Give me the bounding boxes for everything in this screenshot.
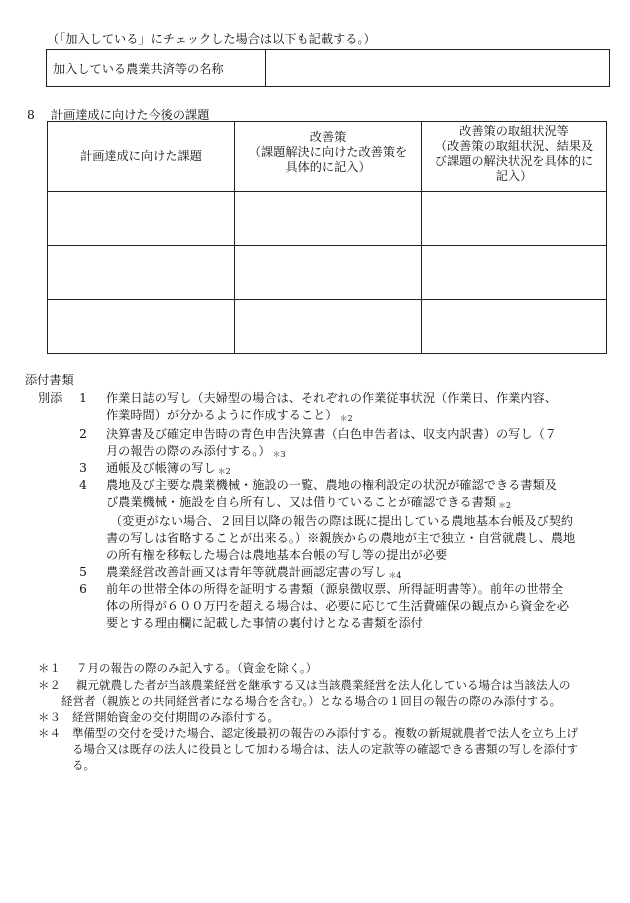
item-number: 4 <box>79 478 87 492</box>
issues-table <box>47 121 607 354</box>
footnote-mark: ＊３ <box>38 710 61 724</box>
item-line: 月の報告の際のみ添付する。） <box>106 444 271 458</box>
issue-cell[interactable] <box>48 246 235 300</box>
mutual-aid-label: 加入している農業共済等の名称 <box>47 50 266 87</box>
footnote-line: る場合又は既存の法人に役員として加わる場合は、法人の定款等の確認できる書類の写しを添付す <box>72 742 578 756</box>
item-number: 1 <box>79 391 87 405</box>
col-status-line: 改善策の取組状況等 <box>459 124 569 138</box>
item-number: 6 <box>79 582 87 596</box>
item-line-wrap <box>106 565 401 583</box>
item-extra-line: の所有権を移転した場合は農地基本台帳の写し等の提出が必要 <box>106 548 448 562</box>
item-mark: ＊2 <box>339 414 353 423</box>
status-cell[interactable] <box>422 300 607 354</box>
footnote-line: ７月の報告の際のみ記入する。（資金を除く。） <box>76 661 318 675</box>
measure-cell[interactable] <box>235 192 422 246</box>
col-measure-header <box>235 122 422 192</box>
item-line: 農業経営改善計画又は青年等就農計画認定書の写し <box>106 565 387 579</box>
item-line: 決算書及び確定申告時の青色申告決算書（白色申告者は、収支内訳書）の写し（７ <box>106 427 557 441</box>
item-number: 2 <box>79 427 87 441</box>
item-line: 作業時間）が分かるように作成すること） <box>106 408 338 422</box>
item-line: 体の所得が６００万円を超える場合は、必要に応じて生活費確保の観点から資金を必 <box>106 599 570 613</box>
footnote-mark: ＊１ <box>38 661 61 675</box>
item-line-wrap <box>106 461 231 479</box>
item-number: 3 <box>79 461 87 475</box>
footnote-line: 経営開始資金の交付期間のみ添付する。 <box>72 710 279 724</box>
item-line-wrap <box>106 444 286 462</box>
footnote-line: 親元就農した者が当該農業経営を継承する又は当該農業経営を法人化している場合は当該法人の <box>76 678 571 692</box>
item-mark: ＊2 <box>217 467 231 476</box>
item-number: 5 <box>79 565 87 579</box>
col-status-line: （改善策の取組状況、結果及 <box>434 139 594 153</box>
issue-cell[interactable] <box>48 192 235 246</box>
item-extra-line: 書の写しは省略することが出来る。）※親族からの農地が主で独立・自営就農し、農地 <box>106 531 576 545</box>
item-line: び農業機械・施設を自ら所有し、又は借りていることが確認できる書類 <box>106 495 496 509</box>
section8-number: 8 <box>27 108 35 122</box>
footnote-line: 経営者（親族との共同経営者になる場合を含む。）となる場合の１回目の報告の際のみ添付する。 <box>61 694 562 708</box>
col-measure-line: 改善策 <box>309 130 347 144</box>
footnote-line: る。 <box>72 758 95 772</box>
item-line: 通帳及び帳簿の写し <box>106 461 216 475</box>
item-line: 前年の世帯全体の所得を証明する書類（源泉徴収票、所得証明書等）。前年の世帯全 <box>106 582 564 596</box>
issue-cell[interactable] <box>48 300 235 354</box>
item-line: 要とする理由欄に記載した事情の裏付けとなる書類を添付 <box>106 616 423 630</box>
mutual-aid-value[interactable] <box>266 50 610 87</box>
attachments-heading: 添付書類 <box>25 373 74 387</box>
item-extra-line: （変更がない場合、２回目以降の報告の際は既に提出している農地基本台帳及び契約 <box>110 514 574 528</box>
item-mark: ＊2 <box>498 501 512 510</box>
col-measure-line: 具体的に記入） <box>285 160 371 174</box>
col-issue-header-text: 計画達成に向けた課題 <box>80 149 202 163</box>
col-status-line: 記入） <box>495 169 533 183</box>
mutual-aid-table <box>46 49 610 87</box>
table-row <box>48 192 607 246</box>
attachments-prefix: 別添 <box>38 391 63 405</box>
col-status-header <box>422 122 607 192</box>
section8-title: 計画達成に向けた今後の課題 <box>51 108 210 122</box>
col-status-line: び課題の解決状況を具体的に <box>434 154 594 168</box>
intro-note: （「加入している」にチェックした場合は以下も記載する。） <box>47 32 376 46</box>
table-row <box>48 300 607 354</box>
col-issue-header <box>48 122 235 192</box>
footnote-mark: ＊４ <box>38 726 61 740</box>
col-measure-line: （課題解決に向けた改善策を <box>248 145 408 159</box>
item-line-wrap <box>106 495 511 513</box>
status-cell[interactable] <box>422 192 607 246</box>
item-line: 作業日誌の写し（夫婦型の場合は、それぞれの作業従事状況（作業日、作業内容、 <box>106 391 557 405</box>
item-line: 農地及び主要な農業機械・施設の一覧、農地の権利設定の状況が確認できる書類及 <box>106 478 557 492</box>
measure-cell[interactable] <box>235 246 422 300</box>
item-mark: ＊4 <box>388 571 402 580</box>
item-line-wrap <box>106 408 353 426</box>
measure-cell[interactable] <box>235 300 422 354</box>
table-row <box>48 246 607 300</box>
footnote-line: 準備型の交付を受けた場合、認定後最初の報告のみ添付する。複数の新規就農者で法人を立ち上げ <box>72 726 578 740</box>
footnote-mark: ＊２ <box>38 678 61 692</box>
item-mark: ＊3 <box>272 450 286 459</box>
status-cell[interactable] <box>422 246 607 300</box>
